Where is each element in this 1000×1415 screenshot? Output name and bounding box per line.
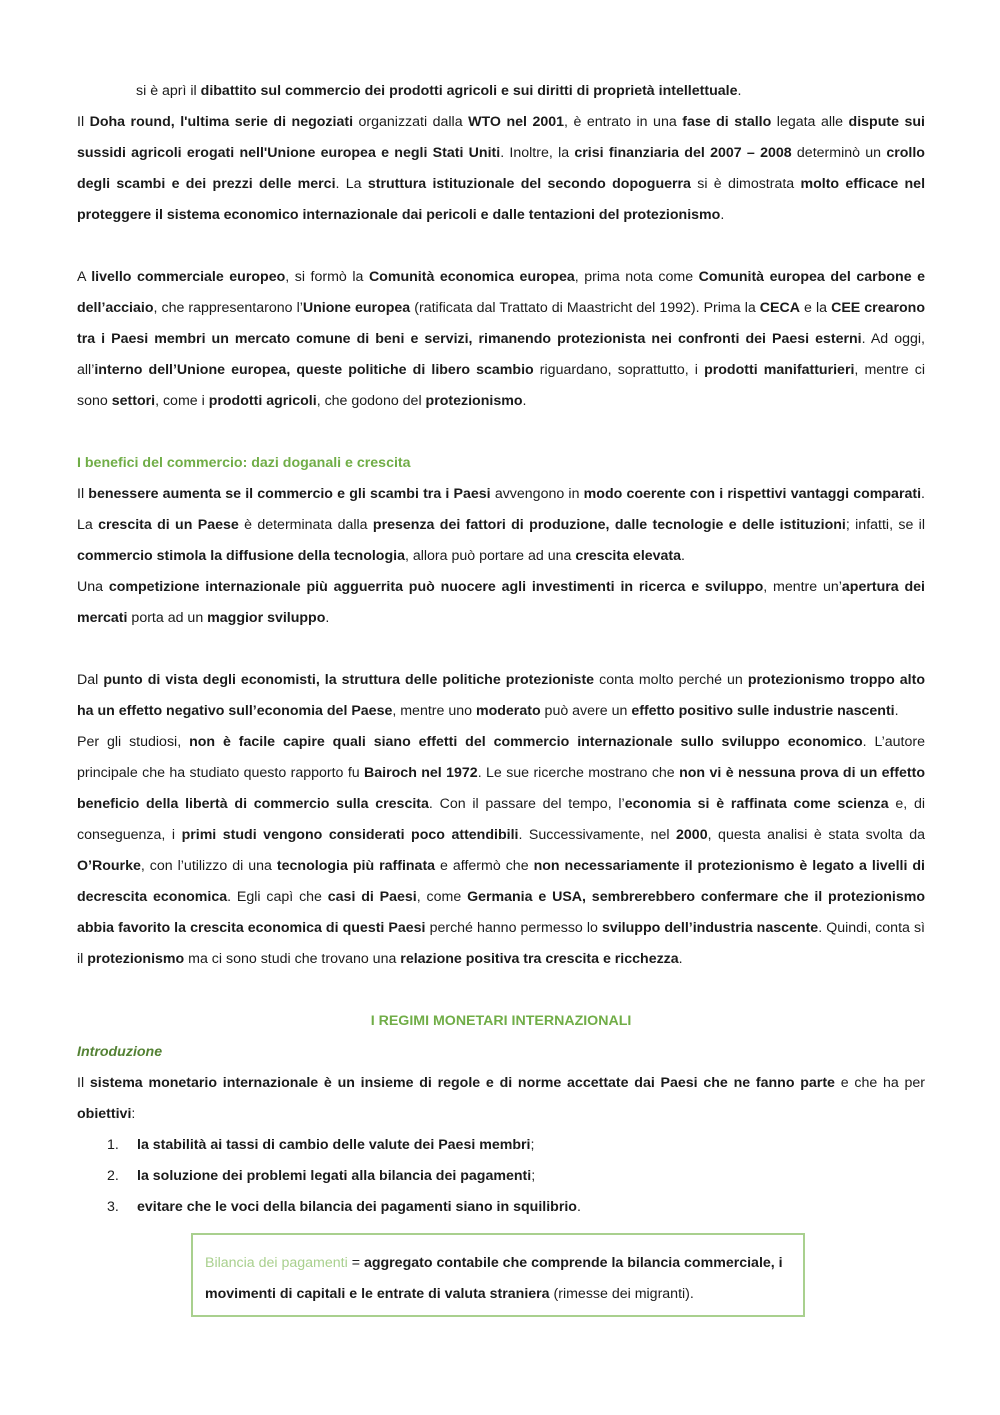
paragraph-doha-round: Il Doha round, l'ultima serie di negoziati organizzati dalla WTO nel 2001, è entrato in una fase di stallo legata alle dispute sui sussidi agricoli erogati nell'Unione europea e negli Stati Uniti. Inoltre, la crisi finanziaria del 2007 – 2008 determinò un crollo degli scambi e dei prezzi delle merci. La struttura istituzionale del secondo dopoguerra si è dimostrata molto efficace nel proteggere il sistema economico internazionale dai pericoli e dalle tentazioni del protezionismo. xyxy=(77,114,926,223)
document-page xyxy=(77,76,925,1319)
list-number: 3. xyxy=(107,1199,119,1215)
list-item: 3. evitare che le voci della bilancia dei pagamenti siano in squilibrio. xyxy=(77,1192,925,1223)
list-number: 2. xyxy=(107,1168,119,1184)
paragraph-sistema-monetario: Il sistema monetario internazionale è un insieme di regole e di norme accettate dai Paesi che ne fanno parte e che ha per obiettivi: xyxy=(77,1075,926,1122)
list-number: 1. xyxy=(107,1137,119,1153)
list-item: 2. la soluzione dei problemi legati alla bilancia dei pagamenti; xyxy=(77,1161,925,1192)
paragraph-europe: A livello commerciale europeo, si formò la Comunità economica europea, prima nota come Comunità europea del carbone e dell’acciaio, che rappresentarono l’Unione europea (ratificata dal Trattato di Maastricht del 1992). Prima la CECA e la CEE crearono tra i Paesi membri un mercato comune di beni e servizi, rimanendo protezionista nei confronti dei Paesi esterni. Ad oggi, all’interno dell’Unione europea, queste politiche di libero scambio riguardano, soprattutto, i prodotti manifatturieri, mentre ci sono settori, come i prodotti agricoli, che godono del protezionismo. xyxy=(77,269,926,409)
paragraph-competizione: Una competizione internazionale più agguerrita può nuocere agli investimenti in ricerca e sviluppo, mentre un’apertura dei mercati porta ad un maggior sviluppo. xyxy=(77,579,925,626)
definition-term: Bilancia dei pagamenti xyxy=(205,1255,348,1271)
section-title-regimi-monetari: I REGIMI MONETARI INTERNAZIONALI xyxy=(370,1013,632,1029)
paragraph-studiosi: Per gli studiosi, non è facile capire quali siano effetti del commercio internazionale sullo sviluppo economico. L’autore principale che ha studiato questo rapporto fu Bairoch nel 1972. Le sue ricerche mostrano che non vi è nessuna prova di un effetto beneficio della libertà di commercio sulla crescita. Con il passare del tempo, l’economia si è raffinata come scienza e, di conseguenza, i primi studi vengono considerati poco attendibili. Successivamente, nel 2000, questa analisi è stata svolta da O’Rourke, con l’utilizzo di una tecnologia più raffinata e affermò che non necessariamente il protezionismo è legato a livelli di decrescita economica. Egli capì che casi di Paesi, come Germania e USA, sembrerebbero confermare che il protezionismo abbia favorito la crescita economica di questi Paesi perché hanno permesso lo sviluppo dell’industria nascente. Quindi, conta sì il protezionismo ma ci sono studi che trovano una relazione positiva tra crescita e ricchezza. xyxy=(77,734,925,967)
heading-introduzione: Introduzione xyxy=(77,1044,163,1060)
list-item: 1. la stabilità ai tassi di cambio delle valute dei Paesi membri; xyxy=(77,1130,925,1161)
paragraph-intro-continuation: si è aprì il dibattito sul commercio dei prodotti agricoli e sui diritti di proprietà intellettuale. xyxy=(136,83,742,99)
paragraph-benessere: Il benessere aumenta se il commercio e gli scambi tra i Paesi avvengono in modo coerente con i rispettivi vantaggi comparati. La crescita di un Paese è determinata dalla presenza dei fattori di produzione, dalle tecnologie e delle istituzioni; infatti, se il commercio stimola la diffusione della tecnologia, allora può portare ad una crescita elevata. xyxy=(77,486,925,564)
heading-benefici: I benefici del commercio: dazi doganali e crescita xyxy=(77,455,411,471)
paragraph-economisti: Dal punto di vista degli economisti, la struttura delle politiche protezioniste conta molto perché un protezionismo troppo alto ha un effetto negativo sull’economia del Paese, mentre uno moderato può avere un effetto positivo sulle industrie nascenti. xyxy=(77,672,926,719)
definition-text: Bilancia dei pagamenti = aggregato contabile che comprende la bilancia commerciale, i movimenti di capitali e le entrate di valuta straniera (rimesse dei migranti). xyxy=(205,1255,783,1302)
objectives-list xyxy=(77,1130,925,1223)
definition-box xyxy=(191,1233,805,1317)
